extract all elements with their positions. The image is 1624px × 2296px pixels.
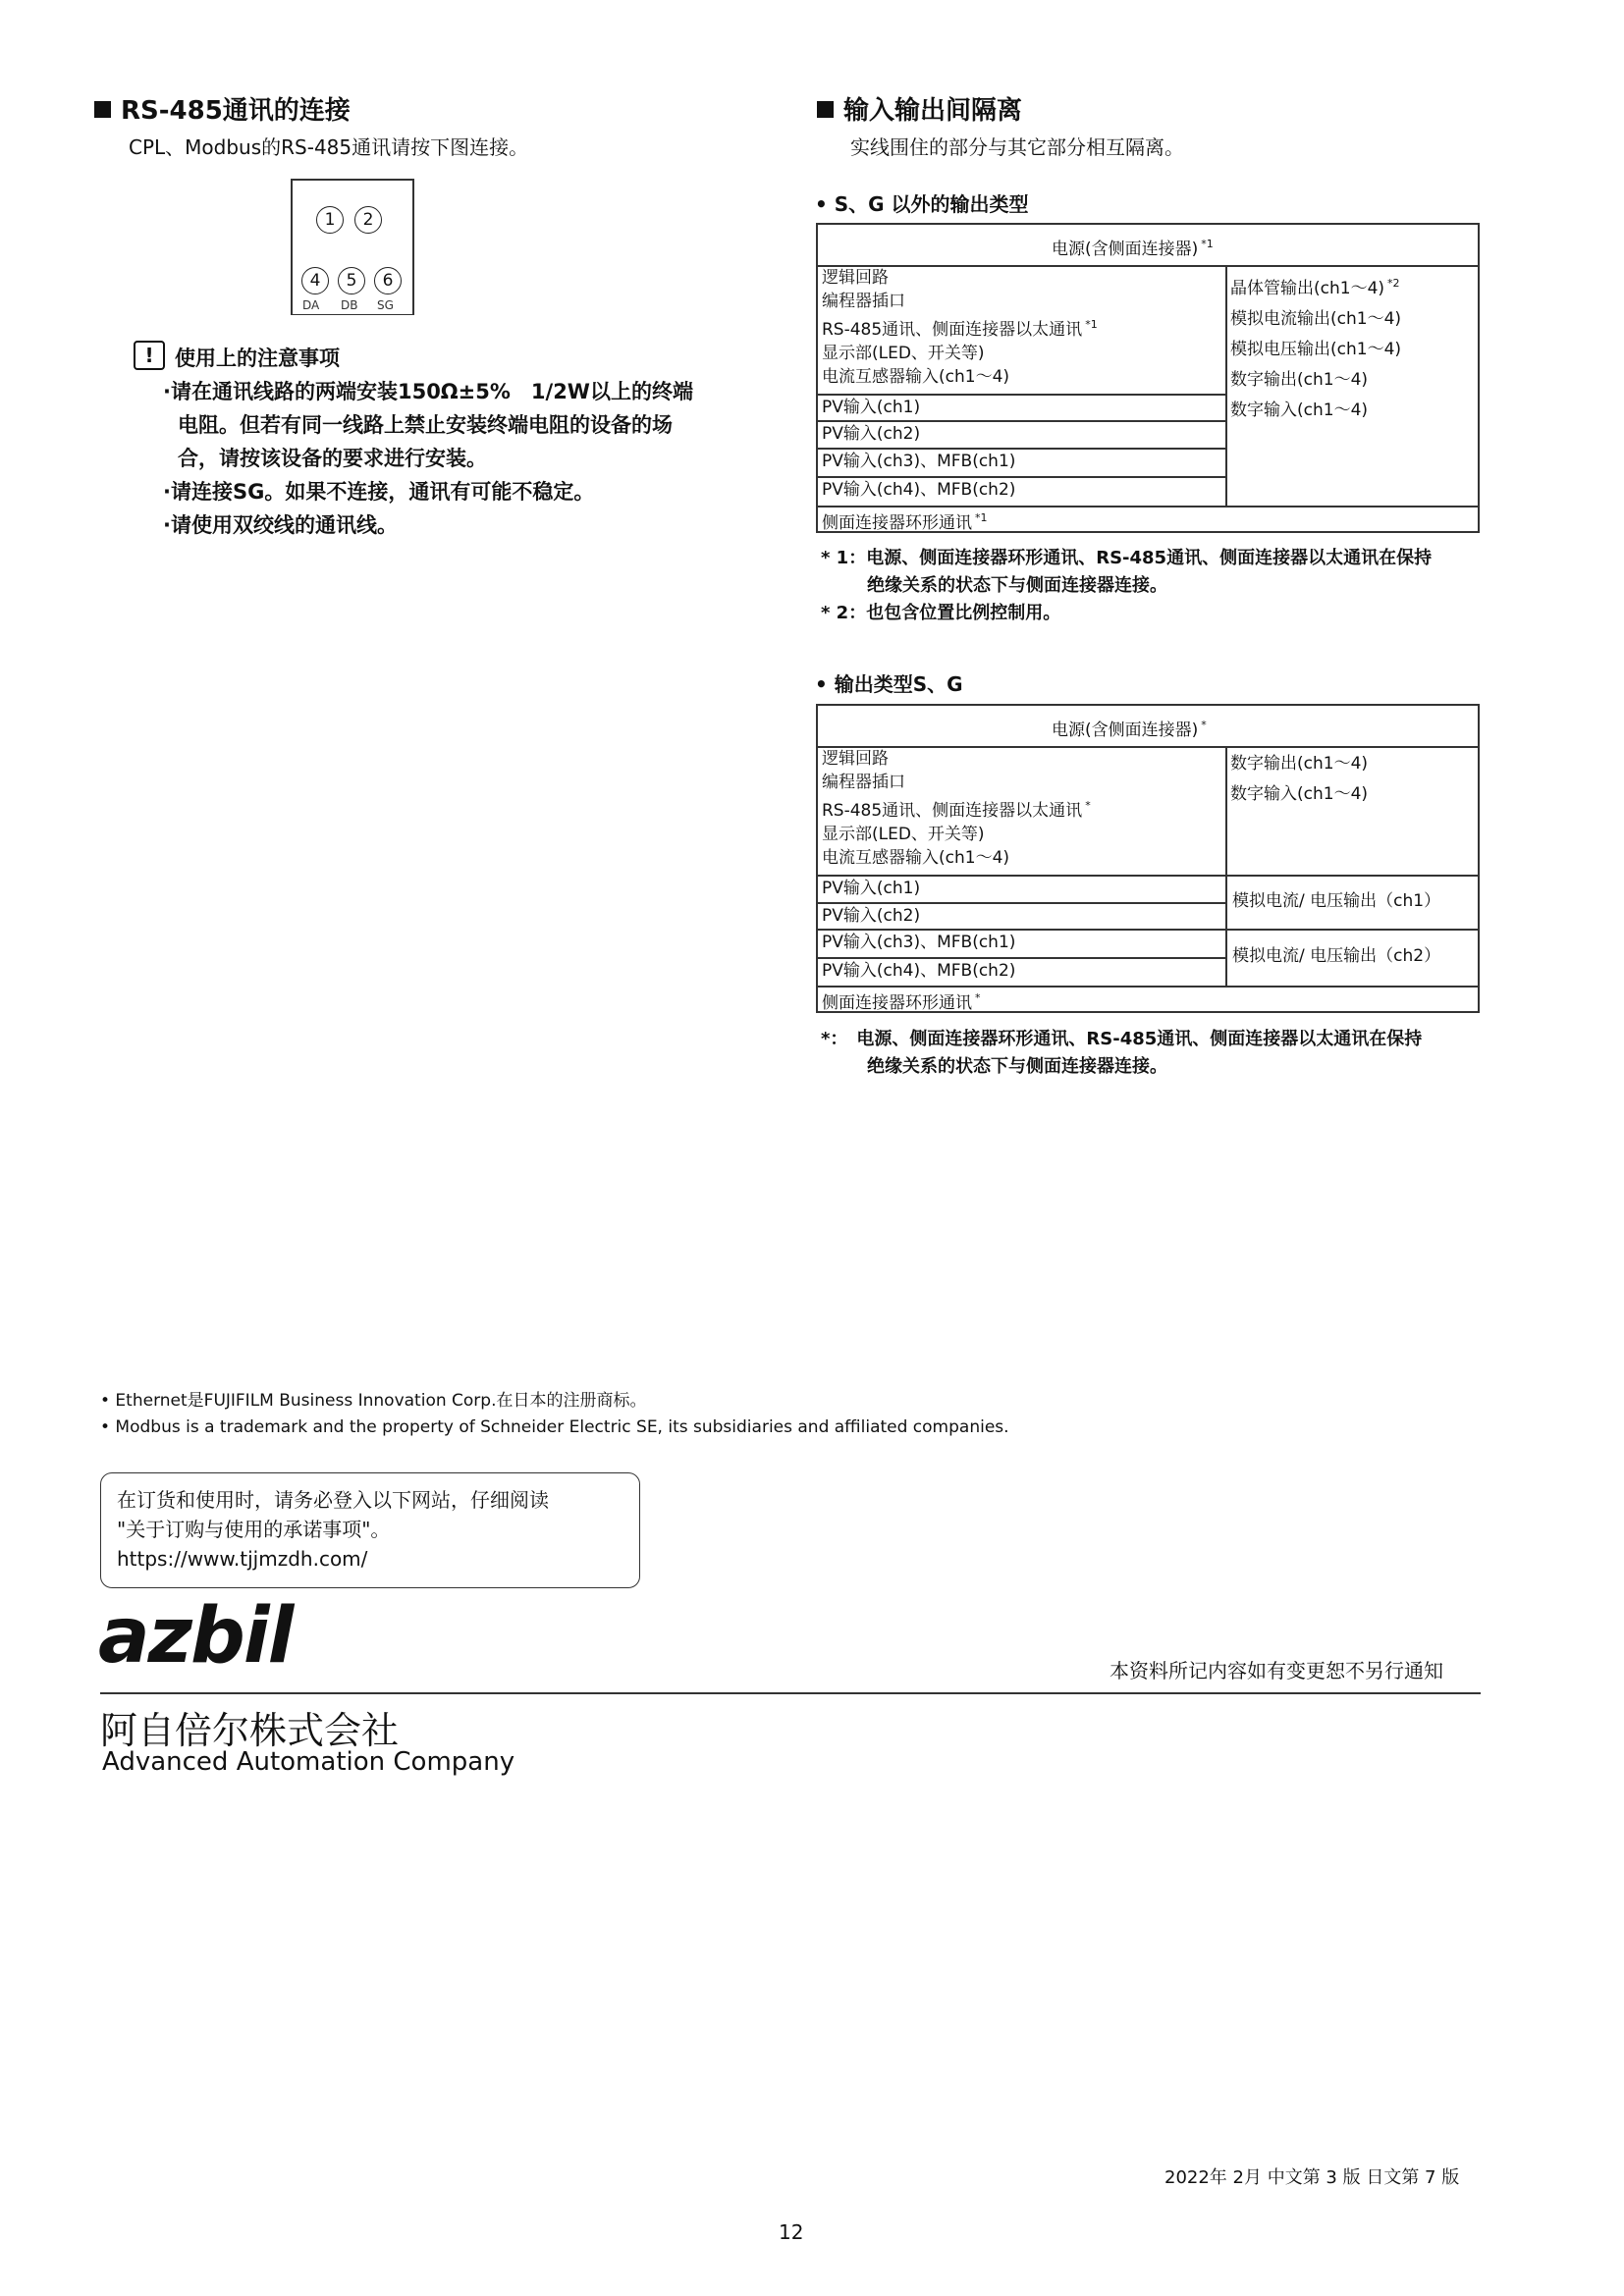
table1-heading: • S、G 以外的输出类型 (815, 192, 1029, 216)
table1-power-cell: 电源(含侧面连接器) $^{*1}$ (1052, 238, 1214, 259)
terminal-5: 5 (338, 267, 365, 294)
table2-power-cell: 电源(含侧面连接器) * (1052, 719, 1207, 740)
terminal-4: 4 (301, 267, 329, 294)
table2-bottom-cell: 侧面连接器环形通讯 * (822, 991, 981, 1013)
azbil-logo: azbil (98, 1592, 293, 1681)
company-name-cn: 阿自倍尔株式会社 (100, 1709, 400, 1752)
caution-icon: ! (134, 341, 165, 370)
page-number: 12 (779, 2220, 804, 2244)
square-bullet-icon (94, 101, 111, 118)
table2-left-block: 逻辑回路 编程器插口 RS-485通讯、侧面连接器以太通讯 * 显示部(LED、开关等) 电流互感器输入(ch1～4) (822, 749, 1091, 868)
isolation-section-title: 输入输出间隔离 (817, 90, 1022, 127)
table2-analog-ch2: 模拟电流/ 电压输出（ch2） (1232, 946, 1441, 966)
isolation-intro: 实线围住的部分与其它部分相互隔离。 (850, 135, 1184, 159)
caution-item: ·请使用双绞线的通讯线。 (163, 513, 398, 537)
table2-analog-ch1: 模拟电流/ 电压输出（ch1） (1232, 891, 1441, 911)
edition-info: 2022年 2月 中文第 3 版 日文第 7 版 (1164, 2167, 1460, 2188)
table2-heading: • 输出类型S、G (815, 672, 963, 696)
terminal-label-da: DA (302, 298, 320, 312)
table1-row: PV输入(ch2) (822, 424, 921, 444)
website-link[interactable]: https://www.tjjmzdh.com/ (117, 1547, 368, 1571)
terminal-6: 6 (374, 267, 402, 294)
table2-notes: *： 电源、侧面连接器环形通讯、RS-485通讯、侧面连接器以太通讯在保持 绝缘关系的状态下与侧面连接器连接。 (821, 1029, 1423, 1077)
trademark-footnotes: • Ethernet是FUJIFILM Business Innovation Corp.在日本的注册商标。 • Modbus is a trademark and the property of Schneider Electric SE, its subsidiaries and affiliated companies. (100, 1391, 1009, 1437)
terminal-1: 1 (316, 206, 344, 234)
table2-row: PV输入(ch2) (822, 906, 921, 926)
isolation-table-2 (816, 704, 1480, 1014)
table1-row: PV输入(ch1) (822, 398, 921, 417)
table2-right-block: 数字输出(ch1～4) 数字输入(ch1～4) (1230, 754, 1369, 804)
table2-row: PV输入(ch4)、MFB(ch2) (822, 961, 1016, 981)
terminal-label-sg: SG (377, 298, 394, 312)
table1-left-block: 逻辑回路 编程器插口 RS-485通讯、侧面连接器以太通讯 $^{*1}$ 显示部(LED、开关等) 电流互感器输入(ch1～4) (822, 268, 1098, 387)
table2-row: PV输入(ch3)、MFB(ch1) (822, 933, 1016, 952)
caution-item: ·请在通讯线路的两端安装150Ω±5% 1/2W以上的终端 (163, 380, 693, 403)
terminal-label-db: DB (341, 298, 358, 312)
company-name-en: Advanced Automation Company (102, 1747, 515, 1777)
table1-row: PV输入(ch3)、MFB(ch1) (822, 452, 1016, 471)
table1-bottom-cell: 侧面连接器环形通讯 $^{*1}$ (822, 511, 988, 533)
caution-item: ·请连接SG。如果不连接，通讯有可能不稳定。 (163, 480, 595, 504)
footer-divider (100, 1692, 1481, 1694)
table2-row: PV输入(ch1) (822, 879, 921, 898)
isolation-table-1 (816, 223, 1480, 533)
table1-row: PV输入(ch4)、MFB(ch2) (822, 480, 1016, 500)
rs485-section-title: RS-485通讯的连接 (94, 90, 351, 127)
table1-right-block: 晶体管输出(ch1～4) $^{*2}$ 模拟电流输出(ch1～4) 模拟电压输出(ch1～4) 数字输出(ch1～4) 数字输入(ch1～4) (1230, 277, 1402, 420)
terminal-block-diagram (291, 179, 414, 315)
terminal-2: 2 (354, 206, 382, 234)
rs485-intro: CPL、Modbus的RS-485通讯请按下图连接。 (129, 135, 529, 159)
square-bullet-icon (817, 101, 834, 118)
caution-item: 合，请按该设备的要求进行安装。 (178, 447, 487, 470)
caution-item: 电阻。但若有同一线路上禁止安装终端电阻的设备的场 (178, 413, 673, 437)
table1-notes: * 1：电源、侧面连接器环形通讯、RS-485通讯、侧面连接器以太通讯在保持 绝缘关系的状态下与侧面连接器连接。 * 2：也包含位置比例控制用。 (821, 548, 1433, 623)
order-notice-box: 在订货和使用时，请务必登入以下网站，仔细阅读 "关于订购与使用的承诺事项"。 https://www.tjjmzdh.com/ (100, 1472, 640, 1588)
caution-title: 使用上的注意事项 (175, 347, 340, 370)
caution-list (163, 375, 693, 542)
change-notice: 本资料所记内容如有变更恕不另行通知 (1110, 1659, 1443, 1682)
